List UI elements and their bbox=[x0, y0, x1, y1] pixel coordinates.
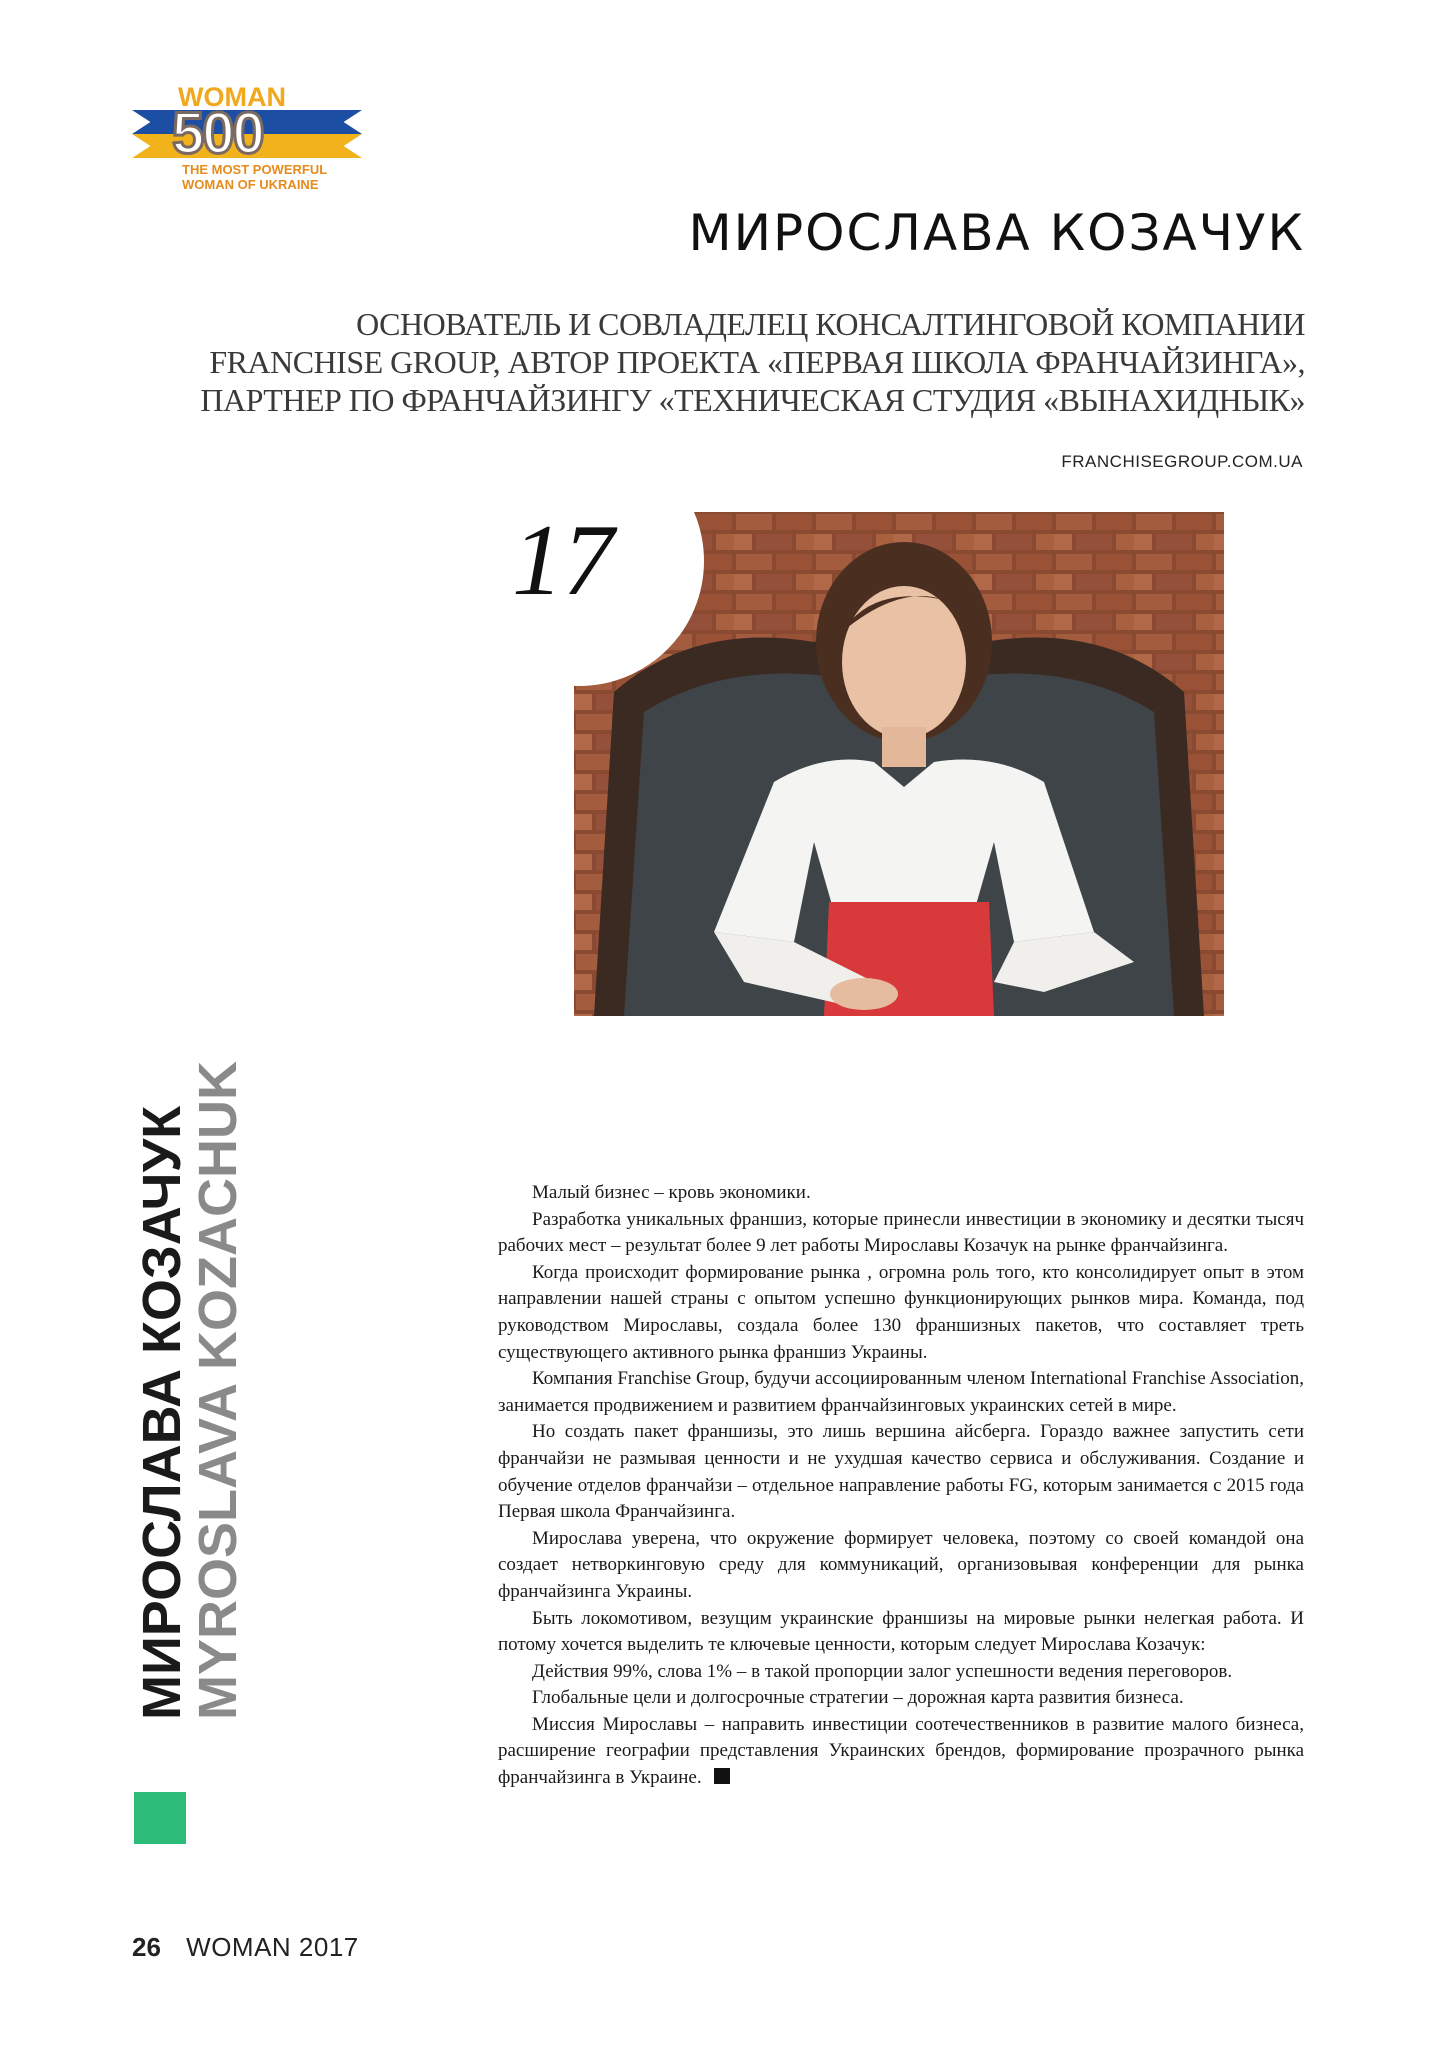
article-body bbox=[498, 1180, 1304, 1792]
logo-word: WOMAN bbox=[178, 82, 286, 112]
article-paragraph: Компания Franchise Group, будучи ассоциированным членом International Franchise Association, занимается продвижением и развитием франчайзинговых украинских сетей в мире. bbox=[498, 1368, 1304, 1416]
magazine-issue: WOMAN 2017 bbox=[186, 1932, 359, 1962]
vertical-name-en: MYROSLAVA KOZACHUK bbox=[188, 1061, 248, 1720]
article-paragraph: Быть локомотивом, везущим украинские франшизы на мировые рынки нелегкая работа. И потому хочется выделить те ключевые ценности, которым следует Мирослава Козачук: bbox=[498, 1607, 1304, 1656]
person-name-heading: МИРОСЛАВА КОЗАЧУК bbox=[688, 204, 1305, 262]
person-position-subtitle bbox=[200, 305, 1305, 419]
article-paragraph: Глобальные цели и долгосрочные стратегии – дорожная карта развития бизнеса. bbox=[532, 1687, 1184, 1709]
article-paragraph: Малый бизнес – кровь экономики. bbox=[532, 1182, 811, 1203]
article-paragraph: Но создать пакет франшизы, это лишь вершина айсберга. Гораздо важнее запустить сети франчайзи не размывая ценности и не ухудшая качество сервиса и обслуживания. Создание и обучение отделов франчайзи – отдельное направление работы FG, которым занимается с 2015 года Первая школа Франчайзинга. bbox=[498, 1421, 1304, 1523]
woman-500-logo bbox=[132, 82, 362, 194]
company-website: FRANCHISEGROUP.COM.UA bbox=[1061, 452, 1303, 471]
page-number: 26 bbox=[132, 1932, 161, 1962]
subtitle-line: ОСНОВАТЕЛЬ И СОВЛАДЕЛЕЦ КОНСАЛТИНГОВОЙ КОМПАНИИ bbox=[356, 306, 1305, 342]
article-paragraph: Разработка уникальных франшиз, которые принесли инвестиции в экономику и десятки тысяч рабочих мест – результат более 9 лет работы Мирославы Козачук на рынке франчайзинга. bbox=[498, 1208, 1304, 1257]
article-paragraph: Действия 99%, слова 1% – в такой пропорции залог успешности ведения переговоров. bbox=[532, 1660, 1233, 1682]
logo-tagline-1: THE MOST POWERFUL bbox=[182, 162, 328, 177]
article-paragraph: Когда происходит формирование рынка , огромна роль того, кто консолидирует опыт в этом направлении нашей страны с опытом успешно функционирующих рынков мира. Команда, под руководством Мирославы, создала более 130 франшизных пакетов, что составляет треть существующего активного рынка франшиз Украины. bbox=[498, 1261, 1304, 1363]
article-paragraph-text: Миссия Мирославы – направить инвестиции соотечественников в развитие малого бизнеса, расширение географии представления Украинских брендов, формирование прозрачного рынка франчайзинга в Украине. bbox=[498, 1713, 1304, 1789]
page-footer bbox=[132, 1932, 359, 1963]
rank-number: 17 bbox=[512, 504, 614, 617]
subtitle-line: ПАРТНЕР ПО ФРАНЧАЙЗИНГУ «ТЕХНИЧЕСКАЯ СТУДИЯ «ВЫНАХИДНЫК» bbox=[200, 382, 1305, 418]
end-of-article-icon bbox=[714, 1768, 730, 1784]
article-paragraph: Мирослава уверена, что окружение формирует человека, поэтому со своей командой она создает нетворкинговую среду для коммуникаций, организовывая конференции для рынка франчайзинга Украины. bbox=[498, 1527, 1304, 1602]
accent-square bbox=[134, 1792, 186, 1844]
subtitle-line: FRANCHISE GROUP, АВТОР ПРОЕКТА «ПЕРВАЯ ШКОЛА ФРАНЧАЙЗИНГА», bbox=[209, 344, 1305, 380]
vertical-name-ru: МИРОСЛАВА КОЗАЧУК bbox=[132, 1105, 192, 1720]
article-paragraph-last bbox=[498, 1712, 1304, 1792]
logo-tagline-2: WOMAN OF UKRAINE bbox=[182, 177, 319, 192]
logo-number: 500 bbox=[172, 101, 263, 166]
